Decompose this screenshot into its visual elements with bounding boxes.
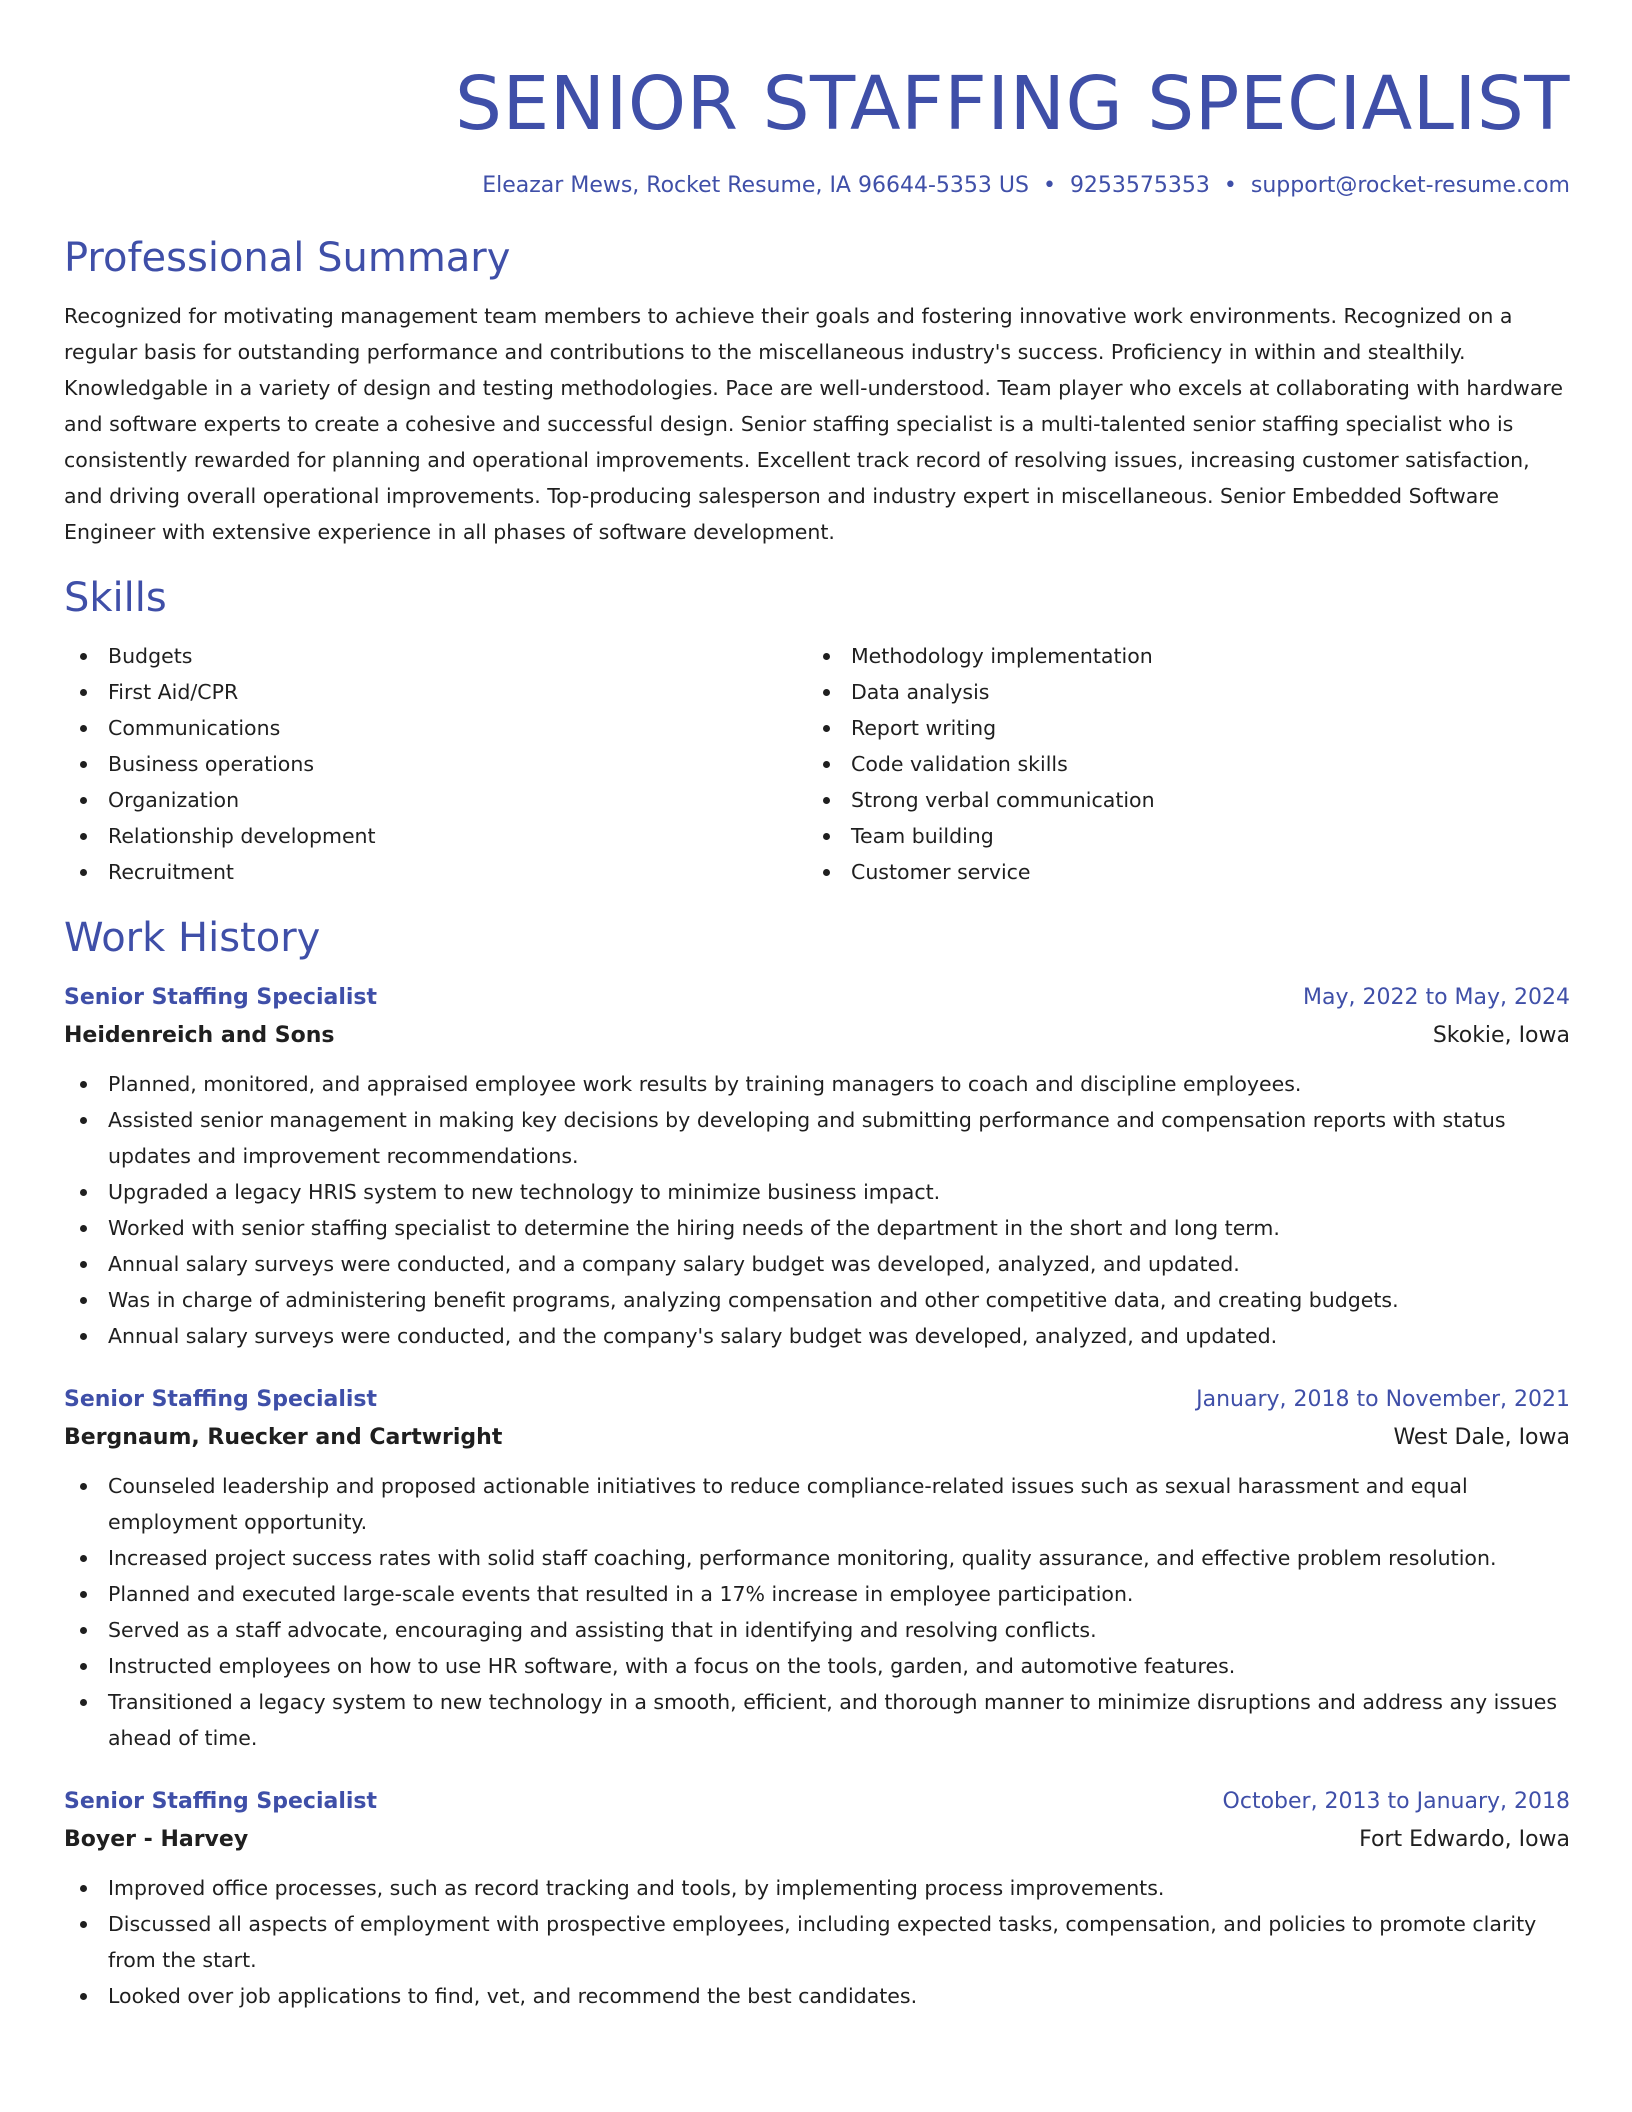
skill-item: Data analysis bbox=[807, 674, 1550, 710]
job-company-row bbox=[64, 1016, 1570, 1056]
job-entry bbox=[64, 980, 1570, 1354]
job-header-row bbox=[64, 980, 1570, 1016]
job-company: Bergnaum, Ruecker and Cartwright bbox=[64, 1425, 503, 1450]
job-company-row bbox=[64, 1820, 1570, 1860]
job-company: Boyer - Harvey bbox=[64, 1827, 249, 1852]
job-location: Skokie, Iowa bbox=[1432, 1023, 1570, 1048]
job-bullet: Worked with senior staffing specialist to determine the hiring needs of the department in the short and long term. bbox=[64, 1210, 1570, 1246]
contact-separator: • bbox=[1223, 173, 1237, 198]
resume-header bbox=[64, 52, 1570, 202]
job-bullet: Annual salary surveys were conducted, and a company salary budget was developed, analyzed, and updated. bbox=[64, 1246, 1570, 1282]
summary-section bbox=[64, 232, 1570, 550]
skill-item: Strong verbal communication bbox=[807, 782, 1550, 818]
skill-item: Customer service bbox=[807, 854, 1550, 890]
job-header-row bbox=[64, 1784, 1570, 1820]
work-history-heading: Work History bbox=[64, 915, 321, 961]
job-entry bbox=[64, 1382, 1570, 1756]
job-entry bbox=[64, 1784, 1570, 2014]
skill-item: Recruitment bbox=[64, 854, 807, 890]
skill-item: Relationship development bbox=[64, 818, 807, 854]
job-bullet: Planned, monitored, and appraised employee work results by training managers to coach and discipline employees. bbox=[64, 1066, 1570, 1102]
skills-list-left bbox=[64, 638, 807, 890]
job-bullet: Served as a staff advocate, encouraging and assisting that in identifying and resolving conflicts. bbox=[64, 1612, 1570, 1648]
skills-grid bbox=[64, 638, 1570, 890]
job-bullet: Was in charge of administering benefit programs, analyzing compensation and other competitive data, and creating budgets. bbox=[64, 1282, 1570, 1318]
job-dates: May, 2022 to May, 2024 bbox=[1303, 985, 1570, 1010]
job-bullet: Upgraded a legacy HRIS system to new technology to minimize business impact. bbox=[64, 1174, 1570, 1210]
job-dates: October, 2013 to January, 2018 bbox=[1222, 1789, 1570, 1814]
skill-item: Business operations bbox=[64, 746, 807, 782]
work-history-section bbox=[64, 912, 1570, 2014]
job-bullet: Transitioned a legacy system to new technology in a smooth, efficient, and thorough manner to minimize disruptions and address any issues ahead of time. bbox=[64, 1684, 1570, 1756]
job-location: West Dale, Iowa bbox=[1393, 1425, 1570, 1450]
skill-item: Team building bbox=[807, 818, 1550, 854]
job-bullet: Annual salary surveys were conducted, and the company's salary budget was developed, analyzed, and updated. bbox=[64, 1318, 1570, 1354]
job-bullet: Counseled leadership and proposed actionable initiatives to reduce compliance-related issues such as sexual harassment and equal employment opportunity. bbox=[64, 1468, 1570, 1540]
summary-text: Recognized for motivating management team members to achieve their goals and fostering innovative work environments. Recognized on a regular basis for outstanding performance and contributions to the miscellaneous industry's success. Proficiency in within and stealthily. Knowledgable in a variety of design and testing methodologies. Pace are well-understood. Team player who excels at collaborating with hardware and software experts to create a cohesive and successful design. Senior staffing specialist is a multi-talented senior staffing specialist who is consistently rewarded for planning and operational improvements. Excellent track record of resolving issues, increasing customer satisfaction, and driving overall operational improvements. Top-producing salesperson and industry expert in miscellaneous. Senior Embedded Software Engineer with extensive experience in all phases of software development. bbox=[64, 304, 1563, 544]
contact-separator: • bbox=[1042, 173, 1056, 198]
skills-section bbox=[64, 572, 1570, 890]
job-header-row bbox=[64, 1382, 1570, 1418]
skill-item: Methodology implementation bbox=[807, 638, 1550, 674]
job-bullet: Looked over job applications to find, vet, and recommend the best candidates. bbox=[64, 1978, 1570, 2014]
skill-item: Organization bbox=[64, 782, 807, 818]
contact-address: Eleazar Mews, Rocket Resume, IA 96644-5353 US bbox=[482, 173, 1029, 198]
job-company: Heidenreich and Sons bbox=[64, 1023, 335, 1048]
job-dates: January, 2018 to November, 2021 bbox=[1196, 1387, 1570, 1412]
job-bullets bbox=[64, 1468, 1570, 1756]
summary-heading: Professional Summary bbox=[64, 235, 511, 281]
job-bullet: Discussed all aspects of employment with prospective employees, including expected tasks, compensation, and policies to promote clarity from the start. bbox=[64, 1906, 1570, 1978]
job-location: Fort Edwardo, Iowa bbox=[1359, 1827, 1570, 1852]
contact-phone: 9253575353 bbox=[1069, 173, 1210, 198]
job-bullet: Planned and executed large-scale events that resulted in a 17% increase in employee participation. bbox=[64, 1576, 1570, 1612]
job-title: Senior Staffing Specialist bbox=[64, 1387, 378, 1412]
contact-email: support@rocket-resume.com bbox=[1250, 173, 1570, 198]
skill-item: Communications bbox=[64, 710, 807, 746]
job-bullet: Improved office processes, such as record tracking and tools, by implementing process improvements. bbox=[64, 1870, 1570, 1906]
job-title: Senior Staffing Specialist bbox=[64, 1789, 378, 1814]
candidate-name: SENIOR STAFFING SPECIALIST bbox=[454, 61, 1570, 147]
job-bullet: Assisted senior management in making key decisions by developing and submitting performance and compensation reports with status updates and improvement recommendations. bbox=[64, 1102, 1570, 1174]
skill-item: Code validation skills bbox=[807, 746, 1550, 782]
job-bullet: Increased project success rates with solid staff coaching, performance monitoring, quality assurance, and effective problem resolution. bbox=[64, 1540, 1570, 1576]
job-company-row bbox=[64, 1418, 1570, 1458]
job-bullet: Instructed employees on how to use HR software, with a focus on the tools, garden, and automotive features. bbox=[64, 1648, 1570, 1684]
skill-item: Budgets bbox=[64, 638, 807, 674]
job-title: Senior Staffing Specialist bbox=[64, 985, 378, 1010]
contact-line bbox=[64, 170, 1570, 202]
skill-item: Report writing bbox=[807, 710, 1550, 746]
skill-item: First Aid/CPR bbox=[64, 674, 807, 710]
skills-list-right bbox=[807, 638, 1550, 890]
job-bullets bbox=[64, 1066, 1570, 1354]
skills-heading: Skills bbox=[64, 575, 167, 621]
job-bullets bbox=[64, 1870, 1570, 2014]
